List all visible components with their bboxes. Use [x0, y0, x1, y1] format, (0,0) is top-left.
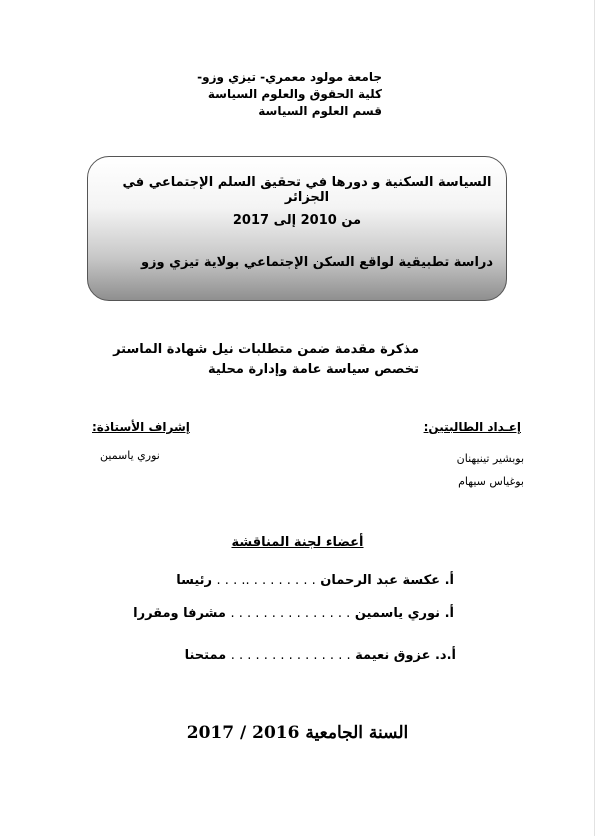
jury-member-dots: . . . . . . . . . . . . . . . [230, 648, 351, 663]
academic-year: السنة الجامعية 2016 / 2017 [186, 723, 409, 743]
memo-line-1: مذكرة مقدمة ضمن متطلبات نيل شهادة الماستر [113, 342, 419, 357]
thesis-period: من 2010 إلى 2017 [232, 213, 362, 228]
jury-member-row [185, 648, 456, 663]
jury-member-title: أ. [444, 606, 454, 621]
jury-member-title: أ. [444, 573, 454, 588]
faculty-name: كلية الحقوق والعلوم السياسة [207, 87, 382, 101]
student-name: بوغياس سيهام [458, 475, 524, 488]
jury-member-dots: . . . . . . . . . . . . . . . [230, 606, 351, 621]
thesis-title-box [87, 156, 507, 301]
jury-member-role: مشرفا ومقررا [133, 606, 226, 621]
thesis-title: السياسة السكنية و دورها في تحقيق السلم الإجتماعي في الجزائر [122, 175, 492, 205]
memo-line-2: تخصص سياسة عامة وإدارة محلية [208, 362, 419, 377]
jury-member-row [133, 606, 454, 621]
jury-member-title: أ.د. [434, 648, 456, 663]
jury-member-name: عكسة عبد الرحمان [320, 573, 441, 588]
institution-header [197, 69, 382, 120]
thesis-subtitle: دراسة تطبيقية لواقع السكن الإجتماعي بولاية تيزي وزو [140, 255, 494, 270]
jury-heading: أعضاء لجنة المناقشة [231, 535, 364, 550]
jury-member-name: عزوق نعيمة [355, 648, 431, 663]
department-name: قسم العلوم السياسة [258, 104, 382, 118]
jury-member-name: نوري ياسمين [354, 606, 441, 621]
memo-description [113, 340, 419, 380]
jury-member-dots: . . . . . . . . .. . . . [216, 573, 316, 588]
jury-member-role: رئيسا [176, 573, 213, 588]
student-name: بوبشير تينيهنان [456, 452, 524, 465]
supervisor-name: نوري ياسمين [100, 449, 160, 462]
university-name: جامعة مولود معمري- تيزي وزو- [197, 70, 382, 84]
students-heading: إعـداد الطالبتين: [423, 420, 521, 434]
jury-member-row [176, 573, 454, 588]
supervisor-heading: إشراف الأستاذة: [92, 420, 190, 434]
jury-member-role: ممتحنا [184, 648, 227, 663]
